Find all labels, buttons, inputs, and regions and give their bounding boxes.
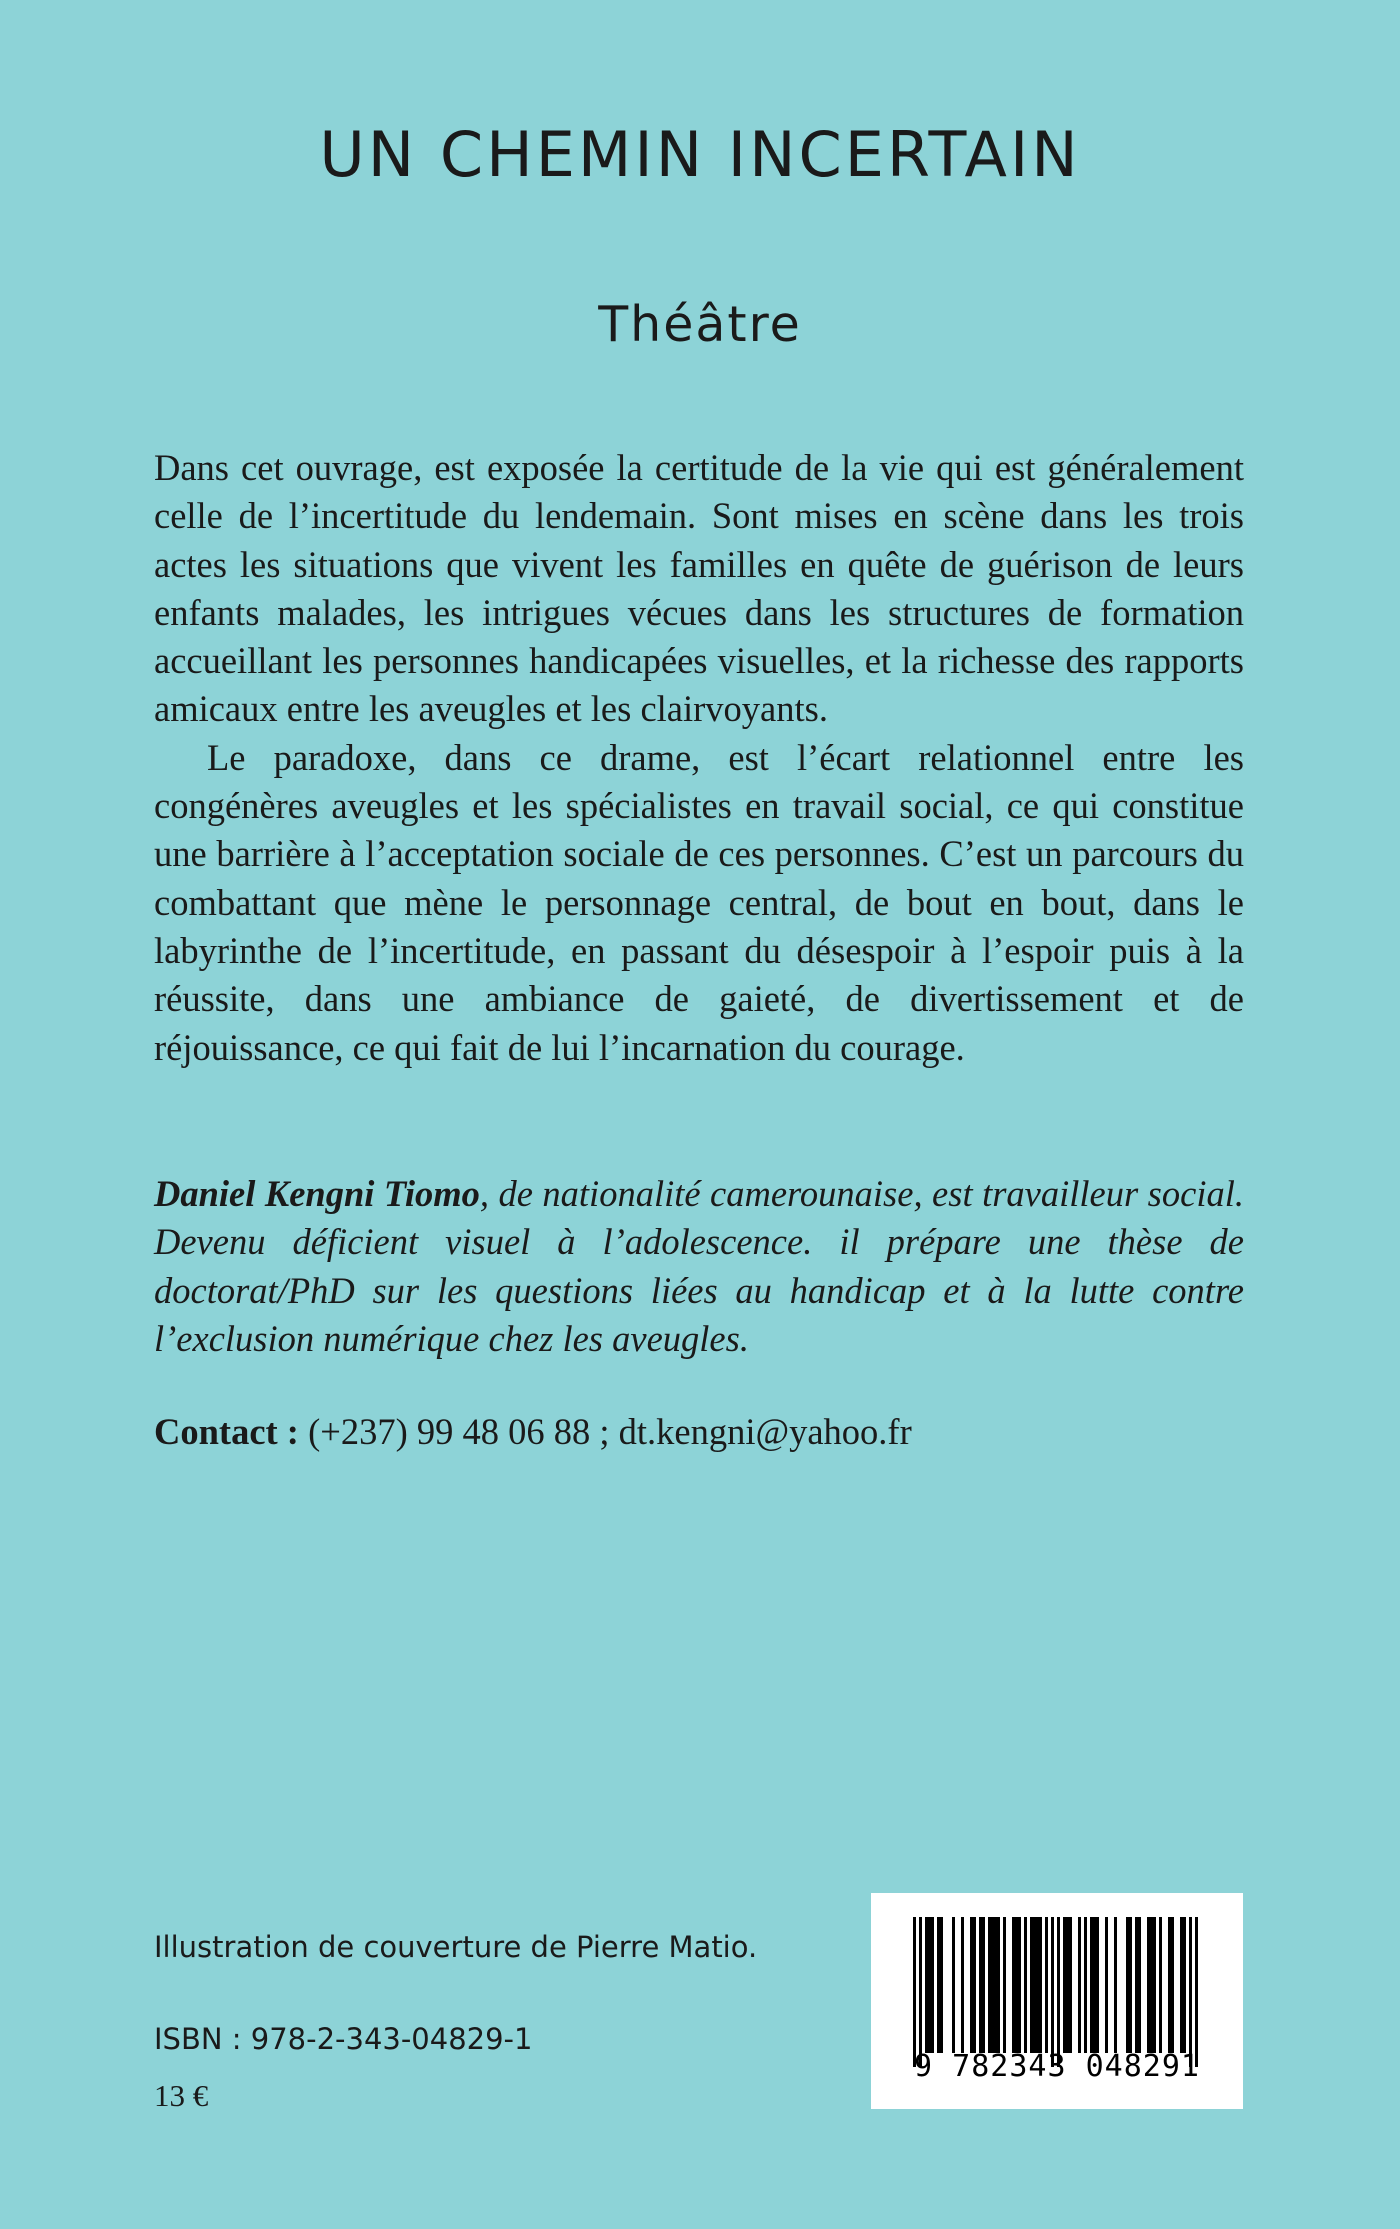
barcode-bar (1171, 1917, 1174, 2053)
barcode-bar (1126, 1917, 1129, 2053)
barcode-bar (1183, 1917, 1186, 2053)
barcode-bar (1024, 1917, 1027, 2053)
barcode-bar (913, 1917, 916, 2067)
barcode-bar (1036, 1917, 1039, 2053)
barcode-bar (994, 1917, 997, 2053)
barcode-bar (1159, 1917, 1162, 2053)
barcode-bar (931, 1917, 934, 2053)
barcode-bar (1150, 1917, 1153, 2053)
barcode-bar (1012, 1917, 1015, 2053)
barcode-bar (1030, 1917, 1033, 2053)
barcode-bar (1090, 1917, 1093, 2053)
barcode-bar (1153, 1917, 1156, 2053)
barcode-bar (973, 1917, 976, 2053)
barcode-bar (1195, 1917, 1198, 2067)
barcode-bar (1069, 1917, 1072, 2053)
barcode-bar (925, 1917, 928, 2053)
barcode-bar (1051, 1917, 1054, 2067)
barcode-bar (1057, 1917, 1060, 2067)
barcode-bar (982, 1917, 985, 2053)
barcode-bar (1093, 1917, 1096, 2053)
book-summary (154, 444, 1244, 1072)
barcode-bar (1135, 1917, 1138, 2053)
author-name: Daniel Kengni Tiomo (154, 1173, 480, 1214)
barcode-bar (1105, 1917, 1108, 2053)
barcode-bar (937, 1917, 940, 2053)
isbn: ISBN : 978-2-343-04829-1 (154, 2022, 533, 2056)
barcode-bar (1114, 1917, 1117, 2053)
barcode-bar (988, 1917, 991, 2053)
summary-paragraph-2: Le paradoxe, dans ce drame, est l’écart relationnel entre les congénères aveugles et les spécialistes en travail social, ce qui constitue une barrière à l’acceptation sociale de ces personnes. C’est un parcours du combattant que mène le personnage central, de bout en bout, dans le labyrinthe de l’incertitude, en passant du désespoir à l’espoir puis à la réussite, dans une ambiance de gaieté, de divertissement et de réjouissance, ce qui fait de lui l’incarnation du courage. (154, 736, 1244, 1068)
barcode-bar (1180, 1917, 1183, 2053)
barcode-bar (1078, 1917, 1081, 2053)
author-bio (154, 1170, 1244, 1363)
price: 13 € (154, 2078, 209, 2113)
contact-info (154, 1408, 1244, 1456)
barcode-bar (1063, 1917, 1066, 2053)
contact-value: (+237) 99 48 06 88 ; dt.kengni@yahoo.fr (298, 1411, 912, 1452)
barcode-bar (1147, 1917, 1150, 2053)
barcode-bar (1066, 1917, 1069, 2053)
book-genre: Théâtre (598, 296, 802, 353)
barcode-bar (997, 1917, 1000, 2053)
book-title: UN CHEMIN INCERTAIN (319, 118, 1081, 191)
contact-label: Contact : (154, 1411, 299, 1452)
barcode-bar (1189, 1917, 1192, 2067)
author-bio-text: , de nationalité camerounaise, est travailleur social. Devenu déficient visuel à l’adolescence. il prépare une thèse de doctorat/PhD sur les questions liées au handicap et à la lutte contre l’exclusion numérique chez les aveugles. (154, 1173, 1244, 1359)
illustration-credit: Illustration de couverture de Pierre Matio. (154, 1930, 758, 1964)
barcode-bar (979, 1917, 982, 2053)
barcode-bar (1039, 1917, 1042, 2053)
barcode-bar (1045, 1917, 1048, 2053)
barcode-bar (961, 1917, 964, 2053)
barcode-bar (940, 1917, 943, 2053)
barcode-bar (991, 1917, 994, 2053)
barcode-bar (1015, 1917, 1018, 2053)
barcode-bar (952, 1917, 955, 2053)
barcode-bar (1084, 1917, 1087, 2053)
barcode-bar (1033, 1917, 1036, 2053)
barcode-bar (970, 1917, 973, 2053)
barcode-bar (1138, 1917, 1141, 2053)
barcode-bar (928, 1917, 931, 2053)
summary-paragraph-1: Dans cet ouvrage, est exposée la certitude de la vie qui est généralement celle de l’incertitude du lendemain. Sont mises en scène dans les trois actes les situations que vivent les familles en quête de guérison de leurs enfants malades, les intrigues vécues dans les structures de formation accueillant les personnes handicapées visuelles, et la richesse des rapports amicaux entre les aveugles et les clairvoyants. (154, 447, 1244, 730)
barcode-bar (919, 1917, 922, 2067)
barcode-bar (1096, 1917, 1099, 2053)
barcode-digits: 9 782343 048291 (914, 2049, 1200, 2084)
barcode-bar (1018, 1917, 1021, 2053)
barcode-bar (1003, 1917, 1006, 2053)
barcode-bar (1129, 1917, 1132, 2053)
barcode-bar (1168, 1917, 1171, 2053)
barcode (871, 1893, 1243, 2109)
